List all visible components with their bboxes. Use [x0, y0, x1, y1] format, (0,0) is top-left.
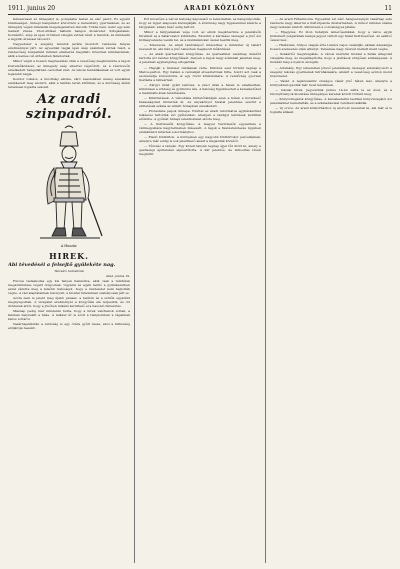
header-rule [8, 14, 392, 15]
article-paragraph: — Vásár. A legközelebbi országos vásár jövő héten lesz, amelyre a környékbeli gazdák már most készülnek. [270, 78, 392, 87]
article-paragraph: Mikor a tárgyalásnak vége volt, az elnök megköszönte a jelenlévők türelmét és a határozatot kihirdette. Eszerint a kérdéses összeget a jövő évi költségvetésbe veszik fel, és a munkálatokat ősszel kezdik meg. [139, 30, 261, 43]
illustration-caption: A Huszár. [60, 243, 78, 248]
article-paragraph: — Könyvvizsgálók közgyűlése. A kereskedelmi testület könyvvizsgálói évi jelentésüket bemutatták, és a számadásokat rendben találták. [270, 96, 392, 105]
article-paragraph: — Halálozás. Súlyos csapás érte Lukács Lajos családját, akinek édesanyja hosszú szenvedés után elhunyt. Temetése nagy részvét mellett ment végbe. [270, 43, 392, 52]
header-date: 1911. junius 20 [8, 4, 56, 12]
article-paragraph: — Zárgyi üzlet gyári leklóles. A piaci árak a héten is emelkedtek, különösen a zöldség és gyümölcs ára. A hatóság figyelmezteti a kereskedőket a maximális árak betartására. [139, 82, 261, 95]
article-paragraph: — Eljegyzés. Ez úton tudatjuk ismerőseinkkel, hogy a város egyik közismert polgárának leánya jegyet váltott egy fiatal tisztviselővel. Az esküvő ősszel lesz. [270, 30, 392, 43]
column-separator [134, 17, 135, 563]
hussar-figure-drawing [10, 124, 128, 242]
article-paragraph: — A tisztviselők közgyűlése. A megyei tisztviselők egyesülete a vármegyeháza nagytermében ülésezett. A tagok a fizetésrendezés ügyében emlékiratot intéztek a kormányhoz. [139, 122, 261, 135]
article-paragraph: Kondor Lukács, a bizottság elnöke, záró beszédében meleg szavakkal emlékezett meg azokról, akik a tanítás terén kitűntek, és a közönség élénk tetszéssel fogadta szavait. [8, 76, 130, 89]
article-paragraph: — Hajóját a tisztelet rablásnak vélte. Különös eset történt tegnap a Maros-parton. Egy halász a csónakját elvesztettnek hitte, holott azt csak a szomszédja kölcsönözte el egy rövid kirándulásra. A rendőrség gyorsan tisztázta a félreértést. [139, 65, 261, 82]
article-paragraph: Kétszeresen az ünnepélyt is, pompásba festen az első padot. Ez egyéni büszkeséget, ünnepi hangulatot kölcsönöz a keresztény gyermeknek, és az ünnepély végén mindenki megelégedetten távozik. Többé nem, nem! egy sem maradt vissza. Uton-utfélen hallunk hangos dicséretet. Kifogástalan, hozzáértő, szép és igen örömteli vizsgán vettek részt a tanulók, és mindenki a legjobb érzéssel távozott. [8, 17, 130, 42]
article-paragraph: — Az aradi ipartestület közgyűlése. Az ipartestület vasárnap délelőtt tartotta évi rendes közgyűlését, melyen a tagok nagy számban jelentek meg. A jelentést egyhangúlag elfogadták. [139, 52, 261, 65]
article-paragraph: — Protestáns papok ünnepe. Ezúttal az aradi református egyházkerület lelkészei tartották évi gyűlésüket, amelyen a tanügyi kérdések kerültek előtérbe. A gyűlést ünnepi istentisztelet előzte meg. [139, 108, 261, 122]
theatre-section-title: Az aradi szinpadról. [25, 91, 113, 122]
article-paragraph: — Adomány. Egy ismeretlen jótevő jelentékeny összeget adományozott a szegény iskolás gyermekek felruházására, amiért a vezetőség ezúton mond köszönetet. [270, 65, 392, 78]
page-number: 11 [384, 4, 392, 12]
article-paragraph: Negyedszer a szegény tanulók javára mondott rendezés fényes eredménnyel járt. Az egyesület tagjai igen szép számban vettek részt, a rendezőség buzgalmát minden elismerés megilleti. Köszönet mindazoknak, akik a nemes cél érdekében fáradoztak. [8, 42, 130, 59]
article-paragraph: — Uj orvos. Az aradi közkórházhoz új alorvost neveztek ki, aki már el is foglalta állását. [270, 105, 392, 114]
news-byline: Tárcaíró tudósítónk [54, 268, 84, 273]
news-section-title: HIREK. [49, 250, 89, 261]
article-paragraph: — Kinevezés. Az aradi tanítóképző intézethez a miniszter új tanárt nevezett ki, aki már a jövő tanévben megkezdi működését. [139, 43, 261, 52]
news-dateline: Arad, junius 19. [105, 273, 130, 278]
news-headline: Abi tévedéséi a felsejtő gyülekéte nag. [8, 261, 116, 268]
article-paragraph: Ezt követően a városi hatóság képviselői is felszólaltak, és hangsúlyozták, hogy az ügyet alaposan kivizsgálják. A közönség nagy figyelemmel kísérte a tárgyalást, amely késő estig tartott. [139, 17, 261, 30]
article-paragraph: — Tűzvész a tanyán. Egy közeli tanyán tegnap éjjel tűz ütött ki, amely a gazdasági épületeket elpusztította. A kár jelentős, de biztosítás révén megtérül. [139, 144, 261, 157]
page-header [8, 3, 392, 13]
newspaper-title: ARADI KÖZLÖNY [184, 4, 256, 12]
article-paragraph: Másnap pedig már mindenki tudta, hogy a hírek valótlanok voltak, a faluban helyreállt a béke. A lelkész úr is szólt a templomban a rágalmak káros voltáról. [8, 309, 130, 322]
column-2 [139, 17, 261, 563]
article-paragraph: — Az aradi Filharmonia. Egyesület évi záró hangversenyét vasárnap este rendezte nagy sikerrel a Kultúrpalota dísztermében. A műsor minden száma nagy tetszést aratott, különösen a vonósnégyes játéka. [270, 17, 392, 30]
article-paragraph: — Iskolai hírek. Jegyzetünk junius 14-én zárta le az évet, és a bizonyítványok kiosztása ünnepélyes keretek között történt meg. [270, 87, 392, 96]
column-3 [270, 17, 392, 563]
article-paragraph: Azóta nem is jelent meg újabb panasz, a tanítók és a szülők egyaránt megnyugodtak. A vizsgálat eredményét a közgyűlés elé terjesztik, és ott döntenek arról, hogy a jövőben miként kerülhető el a hasonló félreértés. [8, 296, 130, 309]
hussar-illustration [10, 124, 128, 242]
article-paragraph: Vasárnapdélután a zsidóság is egy órára gyűlt össze, ahol a hitközség elöljárója beszélt. [8, 322, 130, 331]
column-1 [8, 17, 130, 563]
article-paragraph: Furcsa vádaskodás egy kis helyen hamisítva, akik csak a rémhírek megszüntetése végett dolgoznak. Ugyanis az egyik tanító a gyülekezetben azzal vádolta meg a felsőbb hatóságot, hogy a rendeletet nem hajtották végre. A vád alaptalannak bizonyult, a hivatal mindenben szabályosan járt el. [8, 278, 130, 296]
article-paragraph: — Eladó földbirtok. A környéken egy nagyobb földbirtokot parcelláznak, amelyre már eddig is sok jelentkező akadt a kisgazdák köréből. [139, 135, 261, 144]
column-separator [265, 17, 266, 563]
article-paragraph: — Kihirdetések. A városháza hirdetőtábláján ezen a héten a következő házasságokat hirdették ki. Az anyakönyvi hivatal jelentése szerint a születések száma az elmúlt hónapban emelkedett. [139, 95, 261, 108]
article-paragraph: — Szakértői megvizsgálás. A városi mérnöki hivatal a hidak állapotát vizsgálta meg, és megállapította, hogy a javítások sürgősen szükségesek. A munkát még a nyáron elvégzik. [270, 52, 392, 65]
article-paragraph: Mikor végül a hosszú megbeszélés után a vezetőség megköszönte a tagok közreműködését, az ünnepély szép sikerrel végződött, és a résztvevők emelkedett hangulatban oszlottak szét. Az iskola fennállásának ez volt egyik legszebb napja. [8, 59, 130, 76]
